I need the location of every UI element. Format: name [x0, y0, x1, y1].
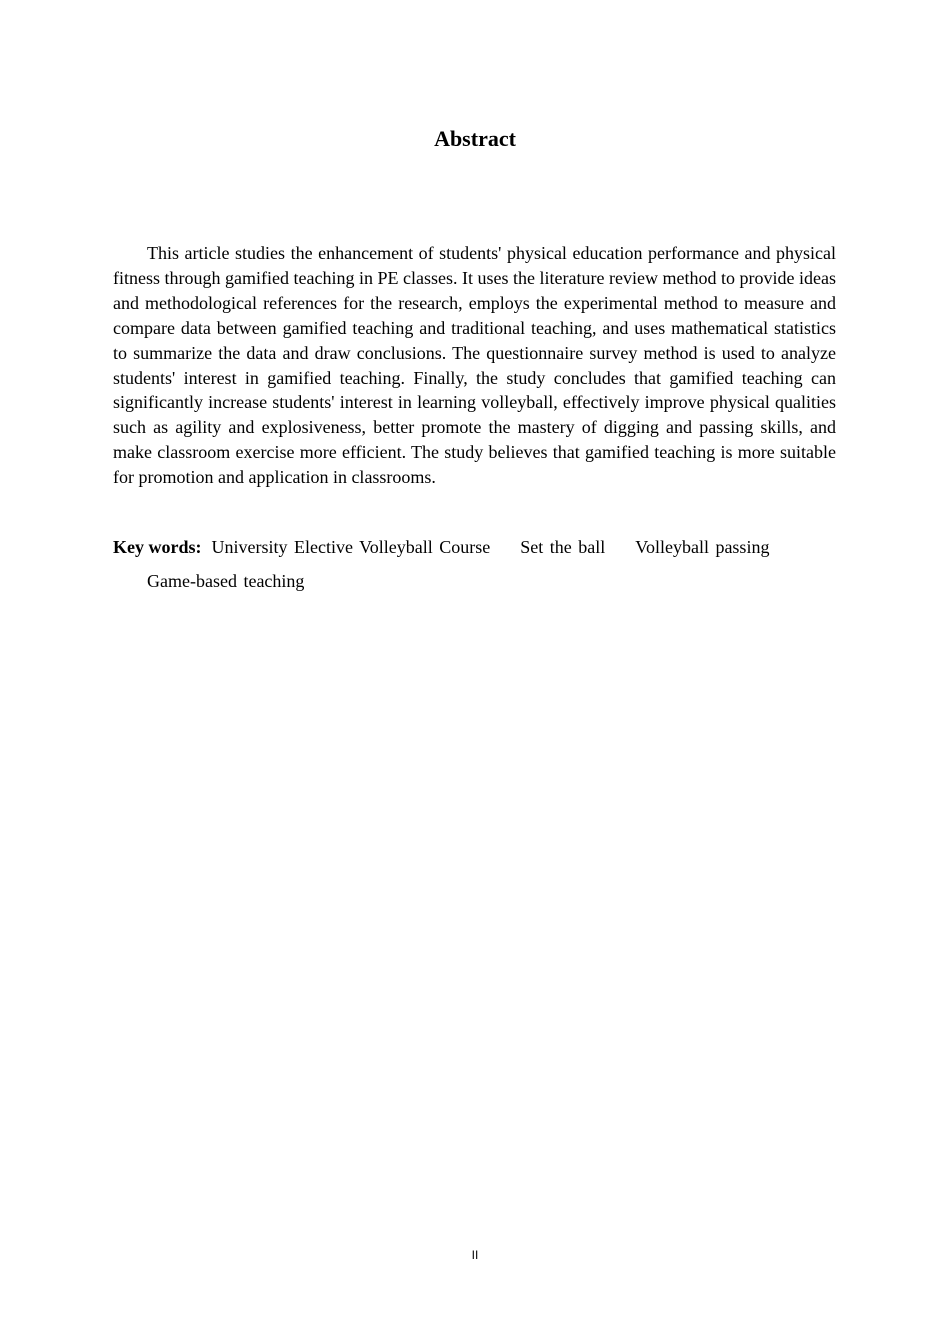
keywords-section — [113, 530, 843, 598]
page-title: Abstract — [434, 126, 516, 151]
keyword-item: University Elective Volleyball Course — [211, 537, 491, 557]
page-number: II — [471, 1248, 479, 1262]
keywords-label: Key words: — [113, 537, 202, 557]
keyword-item: Game-based teaching — [147, 571, 305, 591]
keyword-item: Set the ball — [520, 537, 606, 557]
keyword-item: Volleyball passing — [635, 537, 770, 557]
abstract-paragraph: This article studies the enhancement of students' physical education performance and physical fitness through gamified teaching in PE classes. It uses the literature review method to provide ideas and methodological references for the research, employs the experimental method to measure and compare data between gamified teaching and traditional teaching, and uses mathematical statistics to summarize the data and draw conclusions. The questionnaire survey method is used to analyze students' interest in gamified teaching. Finally, the study concludes that gamified teaching can significantly increase students' interest in learning volleyball, effectively improve physical qualities such as agility and explosiveness, better promote the mastery of digging and passing skills, and make classroom exercise more efficient. The study believes that gamified teaching is more suitable for promotion and application in classrooms. — [113, 243, 836, 488]
